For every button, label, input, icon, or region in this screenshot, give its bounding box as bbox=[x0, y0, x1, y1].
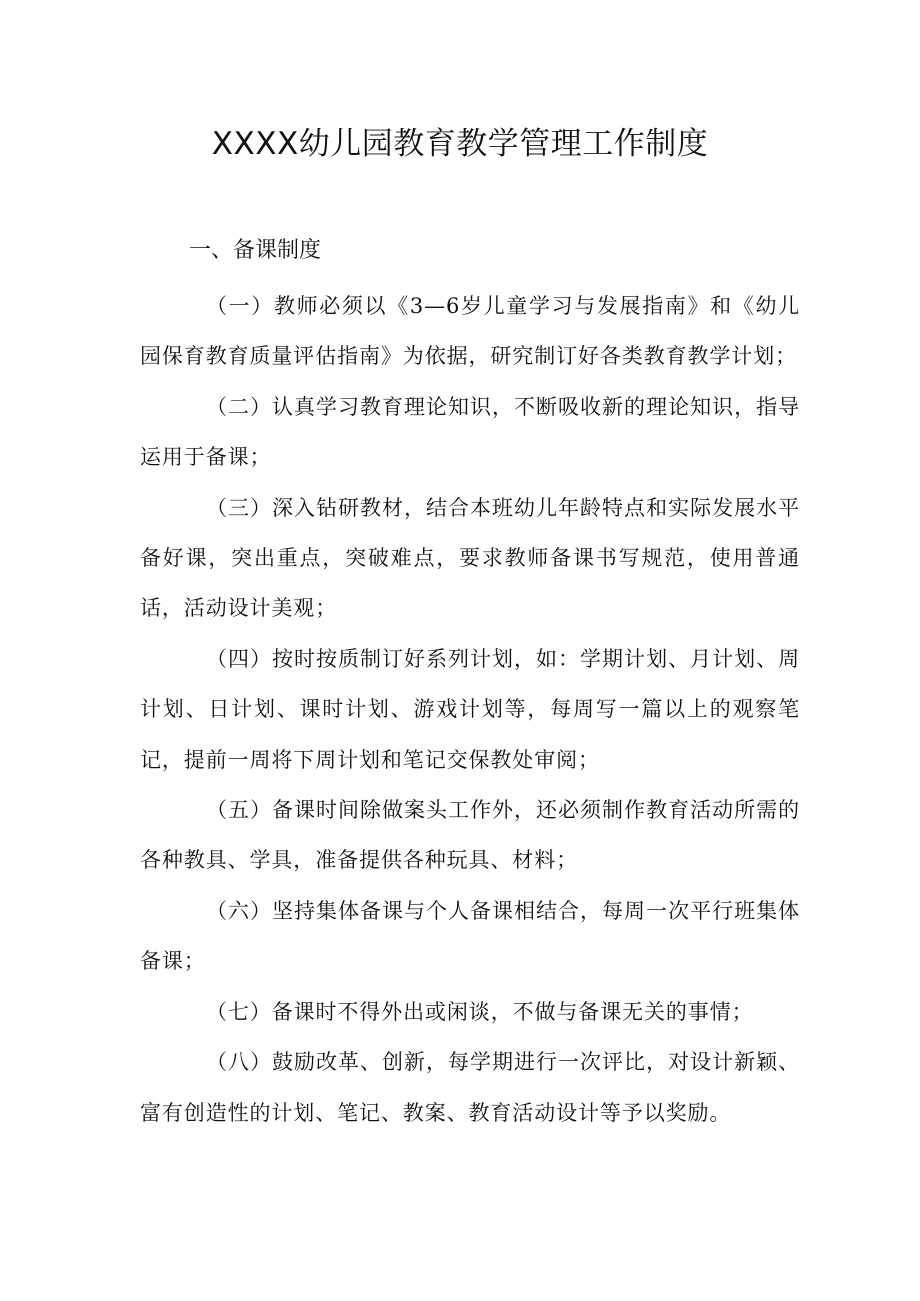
paragraph-3: （三）深入钻研教材，结合本班幼儿年龄特点和实际发展水平备好课，突出重点，突破难点，要求教师备课书写规范，使用普通话，活动设计美观； bbox=[140, 495, 800, 621]
paragraph-7: （七）备课时不得外出或闲谈，不做与备课无关的事情； bbox=[206, 999, 754, 1024]
paragraph-2: （二）认真学习教育理论知识，不断吸收新的理论知识，指导运用于备课； bbox=[140, 394, 800, 470]
paragraph-6: （六）坚持集体备课与个人备课相结合，每周一次平行班集体备课； bbox=[140, 898, 800, 974]
document-title: XXXX幼儿园教育教学管理工作制度 bbox=[211, 126, 709, 162]
paragraph-1: （一）教师必须以《3—6岁儿童学习与发展指南》和《幼儿园保育教育质量评估指南》为依据，研究制订好各类教育教学计划； bbox=[140, 294, 800, 369]
paragraph-8: （八）鼓励改革、创新，每学期进行一次评比，对设计新颖、富有创造性的计划、笔记、教案、教育活动设计等予以奖励。 bbox=[140, 1050, 800, 1125]
paragraph-4: （四）按时按质制订好系列计划，如：学期计划、月计划、周计划、日计划、课时计划、游戏计划等，每周写一篇以上的观察笔记，提前一周将下周计划和笔记交保教处审阅； bbox=[140, 646, 800, 772]
section-body bbox=[140, 281, 800, 1138]
paragraph-5: （五）备课时间除做案头工作外，还必须制作教育活动所需的各种教具、学具，准备提供各种玩具、材料； bbox=[140, 798, 800, 873]
section-heading: 一、备课制度 bbox=[189, 238, 322, 263]
